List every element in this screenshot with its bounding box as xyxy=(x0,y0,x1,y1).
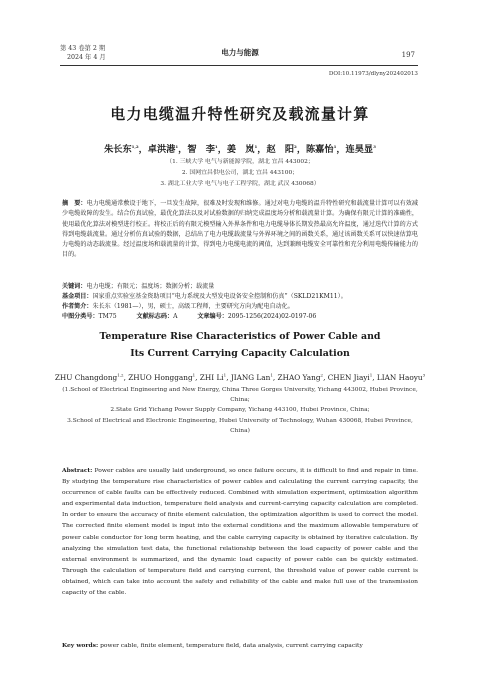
cn-affiliation: （1. 三峡大学 电气与新能源学院，湖北 宜昌 443002； xyxy=(166,159,314,165)
en-author-sup: 1,2 xyxy=(117,372,124,378)
en-abstract-text: Power cables are usually laid underground, so once failure occurs, it is difficult to find and repair in time. By studying the temperature rise characteristics of power cables and calculating the current carrying capacity, the occurrence of cable faults can be effectively reduced. Combined with simulation experiment, optimization algorithm and experimental data induction, temperature field analysis and current-carrying capacity calculation are completed. In order to ensure the accuracy of finite element calculation, the optimization algorithm is used to correct the model. The corrected finite element model is input into the external conditions and the maximum allowable temperature of power cable conductor for long term heating, and the cable carrying capacity is obtained by iterative calculation. By analyzing the simulation test data, the functional relationship between the load capacity of power cable and the external environment is summarized, and the dynamic load capacity of power cable can be quickly estimated. Through the calculation of temperature field and carrying current, the threshold value of power cable current is obtained, which can take into account the safety and reliability of the cable and make full use of the transmission capacity of the cable. xyxy=(62,467,418,597)
doc-code-label: 文献标志码： xyxy=(136,313,174,320)
en-author: , ZHI Li xyxy=(195,373,224,382)
cn-affiliations xyxy=(0,157,480,190)
article-number-value: 2095-1256(2024)02-0197-06 xyxy=(227,313,317,320)
en-author: , JIANG Lan xyxy=(226,373,271,382)
en-affiliation: (1.School of Electrical Engineering and New Energy, China Three Gorges University, Yichang 443002, Hubei Province, China; xyxy=(62,387,418,404)
page-number: 197 xyxy=(401,51,415,59)
cn-author-info-text: 朱长东（1981—），男，硕士，高级工程师，主要研究方向为配电自动化。 xyxy=(92,303,294,310)
cn-author-sup: 1 xyxy=(333,143,337,149)
cn-affiliation: 3. 湖北工业大学 电气与电子工程学院，湖北 武汉 430068） xyxy=(160,181,320,187)
cn-authors xyxy=(0,141,480,155)
cn-author: ，陈嘉怡 xyxy=(296,144,334,155)
issue-date: 2024 年 4 月 xyxy=(67,54,106,61)
cn-author-sup: 1 xyxy=(175,143,179,149)
cn-fund xyxy=(62,292,418,302)
cn-abstract xyxy=(62,199,418,261)
en-author: , ZHAO Yang xyxy=(272,373,321,382)
cn-abstract-text: 电力电缆通常敷设于地下，一旦发生故障，很难及时发现和维修。通过对电力电缆的温升特性研究和载流量计算可以有效减少电缆故障的发生。结合仿真试验，最优化算法以及对试验数据的归纳完成温度场分析和载流量计算。为确保有限元计算的准确性，使用最优化算法对模型进行校正。将校正后的有限元模型输入外界条件和电力电缆导体长期发热最高允许温度，通过迭代计算的方式得到电缆载流量。通过分析仿真试验的数据，总结出了电力电缆载流量与外界环境之间的函数关系，通过该函数关系可以快速估算电力电缆的动态载流量。经过温度场和载流量的计算，得到电力电缆电流的阈值，达到兼顾电缆安全可靠性和充分利用电缆传输能力的目的。 xyxy=(62,200,419,259)
clc-value: TM75 xyxy=(98,313,117,320)
en-author-sup: 1 xyxy=(223,372,227,378)
clc-label: 中图分类号： xyxy=(62,313,99,320)
en-keywords-text: power cable, finite element, temperature field, data analysis, current carrying capacity xyxy=(100,642,363,649)
en-author: , LIAN Haoyu xyxy=(372,373,423,382)
cn-author: ，姜 岚 xyxy=(217,144,255,155)
cn-author: 朱长东 xyxy=(104,144,132,155)
article-number-label: 文章编号： xyxy=(197,313,228,320)
cn-author-info-label: 作者简介： xyxy=(62,303,93,310)
en-author-sup: 2 xyxy=(320,372,324,378)
en-author: ZHU Changdong xyxy=(54,373,118,382)
cn-author: ，连昊显 xyxy=(336,144,374,155)
header-divider xyxy=(60,65,418,66)
en-author-sup: 3 xyxy=(422,372,426,378)
cn-fund-text: 国家重点实验室基金资助项目“电力系统及大型发电设备安全控制和仿真”（SKLD21KM11）。 xyxy=(92,293,347,300)
cn-abstract-label: 摘 要： xyxy=(62,200,87,207)
en-author-sup: 1 xyxy=(270,372,273,378)
en-keywords xyxy=(62,642,418,649)
en-abstract xyxy=(62,465,418,598)
issue-volume: 第 43 卷第 2 期 xyxy=(60,45,106,52)
en-title-line1: Temperature Rise Characteristics of Power Cable and xyxy=(99,331,381,342)
cn-keywords-label: 关键词： xyxy=(62,283,87,290)
cn-keywords xyxy=(62,282,418,292)
cn-affiliation: 2. 国网宜昌供电公司，湖北 宜昌 443100； xyxy=(181,170,299,176)
cn-author-sup: 1 xyxy=(214,143,218,149)
cn-fund-label: 基金项目： xyxy=(62,293,93,300)
doc-code-value: A xyxy=(173,313,178,320)
journal-name: 电力与能源 xyxy=(221,48,259,57)
en-abstract-label: Abstract: xyxy=(62,467,93,474)
cn-author-sup: 1,2 xyxy=(131,143,139,149)
cn-author: ，赵 阳 xyxy=(257,144,295,155)
cn-author-info xyxy=(62,302,418,312)
en-author-sup: 1 xyxy=(192,372,196,378)
cn-author-sup: 1 xyxy=(254,143,258,149)
en-keywords-label: Key words: xyxy=(62,642,99,649)
cn-keywords-text: 电力电缆；有限元；温度场；数据分析；载流量 xyxy=(86,283,215,290)
cn-author-sup: 3 xyxy=(373,143,376,149)
en-author: , CHEN Jiayi xyxy=(323,373,370,382)
cn-classification xyxy=(62,312,418,322)
cn-author: ，智 李 xyxy=(178,144,215,155)
doi: DOI:10.11973/dlyny202402013 xyxy=(328,71,418,77)
en-author: , ZHUO Honggang xyxy=(123,373,193,382)
cn-title: 电力电缆温升特性研究及载流量计算 xyxy=(110,106,370,123)
en-affiliation: 3.School of Electrical and Electronic Engineering, Hubei University of Technology, Wuhan 430068, Hubei Province, China) xyxy=(67,417,413,434)
en-affiliations xyxy=(62,385,418,436)
en-title-line2: Its Current Carrying Capacity Calculation xyxy=(130,348,350,359)
en-affiliation: 2.State Grid Yichang Power Supply Company, Yichang 443100, Hubei Province, China; xyxy=(110,407,370,414)
en-authors xyxy=(0,373,480,382)
cn-author: ，卓洪港 xyxy=(138,144,176,155)
en-author-sup: 1 xyxy=(369,372,373,378)
cn-author-sup: 2 xyxy=(294,143,297,149)
